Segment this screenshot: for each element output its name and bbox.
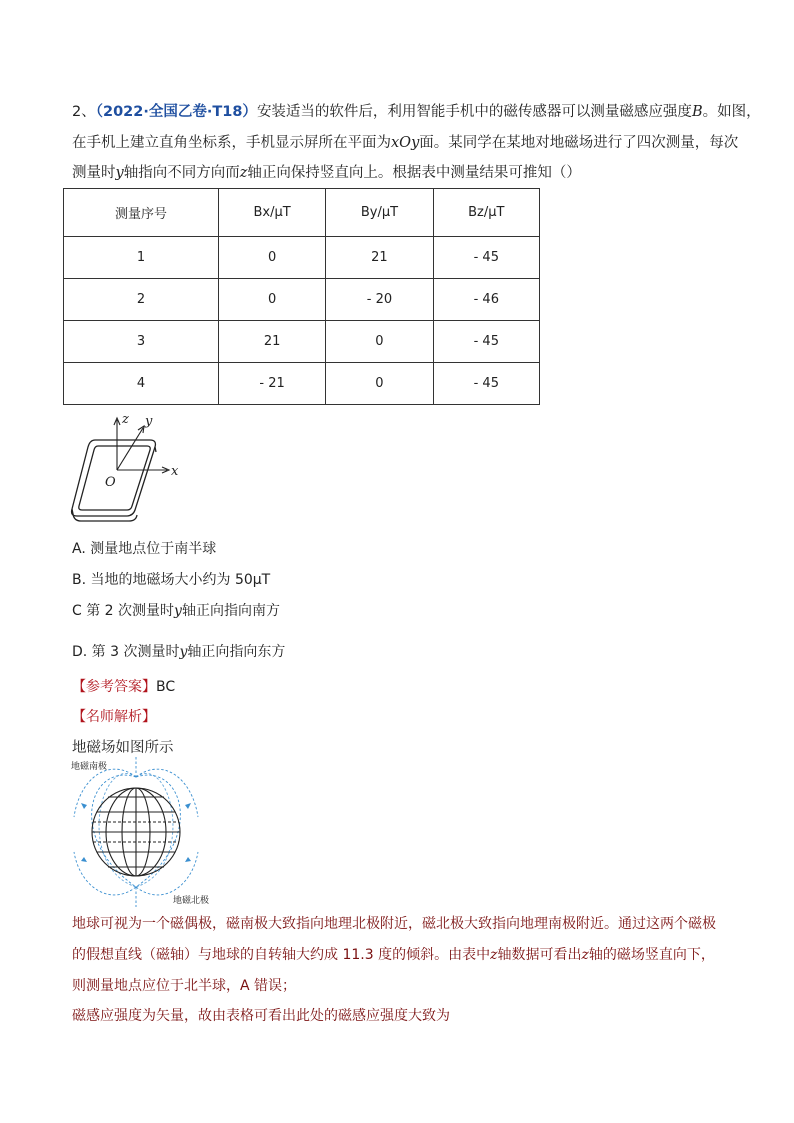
option-c <box>72 600 280 620</box>
answer-value: BC <box>156 679 176 695</box>
table-cell: 0 <box>326 321 433 363</box>
table-cell: 3 <box>64 321 219 363</box>
table-cell: 21 <box>326 237 433 279</box>
option-d <box>72 641 285 661</box>
table-cell: - 45 <box>433 321 539 363</box>
question-line-1 <box>72 102 761 122</box>
table-cell: 4 <box>64 363 219 405</box>
reference-answer <box>72 676 175 696</box>
symbol-z: z <box>490 947 498 963</box>
table-cell: - 45 <box>433 237 539 279</box>
question-number: 2、 <box>72 104 96 120</box>
explanation-line-1: 地球可视为一个磁偶极，磁南极大致指向地理北极附近，磁北极大致指向地理南极附近。通过这两个磁极 <box>72 916 716 932</box>
table-cell: - 21 <box>218 363 325 405</box>
axis-label-z: z <box>122 412 129 427</box>
table-cell: 21 <box>218 321 325 363</box>
measurement-table <box>63 188 540 405</box>
option-text: C 第 2 次测量时 <box>72 603 175 619</box>
axis-label-y: y <box>145 414 153 429</box>
symbol-y: y <box>115 165 124 181</box>
symbol-y: y <box>179 644 188 660</box>
phone-axes-figure <box>65 410 195 525</box>
symbol-z: z <box>239 165 248 181</box>
header-bz: Bz/μT <box>433 189 539 237</box>
explanation-text: 的假想直线（磁轴）与地球的自转轴大约成 11.3 度的倾斜。由表中 <box>72 947 491 963</box>
option-a: A. 测量地点位于南半球 <box>72 541 217 557</box>
question-source: （2022·全国乙卷·T18） <box>95 104 257 120</box>
table-cell: - 46 <box>433 279 539 321</box>
question-text: 安装适当的软件后，利用智能手机中的磁传感器可以测量磁感应强度 <box>256 104 692 120</box>
question-line-2 <box>72 133 738 153</box>
table-row <box>64 279 540 321</box>
analysis-label: 【名师解析】 <box>72 709 156 725</box>
header-by: By/μT <box>326 189 433 237</box>
option-b: B. 当地的地磁场大小约为 50μT <box>72 572 271 588</box>
symbol-xoy: xOy <box>391 135 420 151</box>
answer-label: 【参考答案】 <box>72 679 156 695</box>
question-text: 在手机上建立直角坐标系，手机显示屏所在平面为 <box>72 135 391 151</box>
table-cell: 0 <box>218 237 325 279</box>
origin-label: O <box>105 475 116 490</box>
intro-text: 地磁场如图所示 <box>72 740 174 756</box>
option-text: D. 第 3 次测量时 <box>72 644 180 660</box>
symbol-z: z <box>581 947 589 963</box>
option-text: 轴正向指向东方 <box>187 644 286 660</box>
symbol-y: y <box>174 603 182 619</box>
question-text: 。如图， <box>702 104 761 120</box>
question-text: 测量时 <box>72 165 116 181</box>
question-line-3 <box>72 163 581 183</box>
question-text: 面。某同学在某地对地磁场进行了四次测量，每次 <box>419 135 739 151</box>
explanation-text: 轴数据可看出 <box>497 947 582 963</box>
question-text: 轴指向不同方向而 <box>123 165 240 181</box>
table-header-row <box>64 189 540 237</box>
label-magnetic-south: 地磁南极 <box>71 762 108 772</box>
earth-magnetic-field-figure <box>70 757 220 907</box>
table-cell: - 20 <box>326 279 433 321</box>
axis-label-x: x <box>171 464 179 479</box>
explanation-line-3: 则测量地点应位于北半球，A 错误； <box>72 978 297 994</box>
table-row <box>64 363 540 405</box>
table-row <box>64 321 540 363</box>
explanation-line-2 <box>72 944 715 964</box>
symbol-b: B <box>691 104 703 120</box>
table-cell: 0 <box>218 279 325 321</box>
table-cell: 1 <box>64 237 219 279</box>
header-index: 测量序号 <box>64 189 219 237</box>
table-cell: 2 <box>64 279 219 321</box>
explanation-text: 轴的磁场竖直向下， <box>588 947 715 963</box>
table-cell: - 45 <box>433 363 539 405</box>
option-text: 轴正向指向南方 <box>181 603 280 619</box>
question-text: 轴正向保持竖直向上。根据表中测量结果可推知（） <box>247 165 581 181</box>
explanation-line-4: 磁感应强度为矢量，故由表格可看出此处的磁感应强度大致为 <box>72 1008 450 1024</box>
label-magnetic-north: 地磁北极 <box>173 896 210 906</box>
table-row <box>64 237 540 279</box>
table-cell: 0 <box>326 363 433 405</box>
header-bx: Bx/μT <box>218 189 325 237</box>
